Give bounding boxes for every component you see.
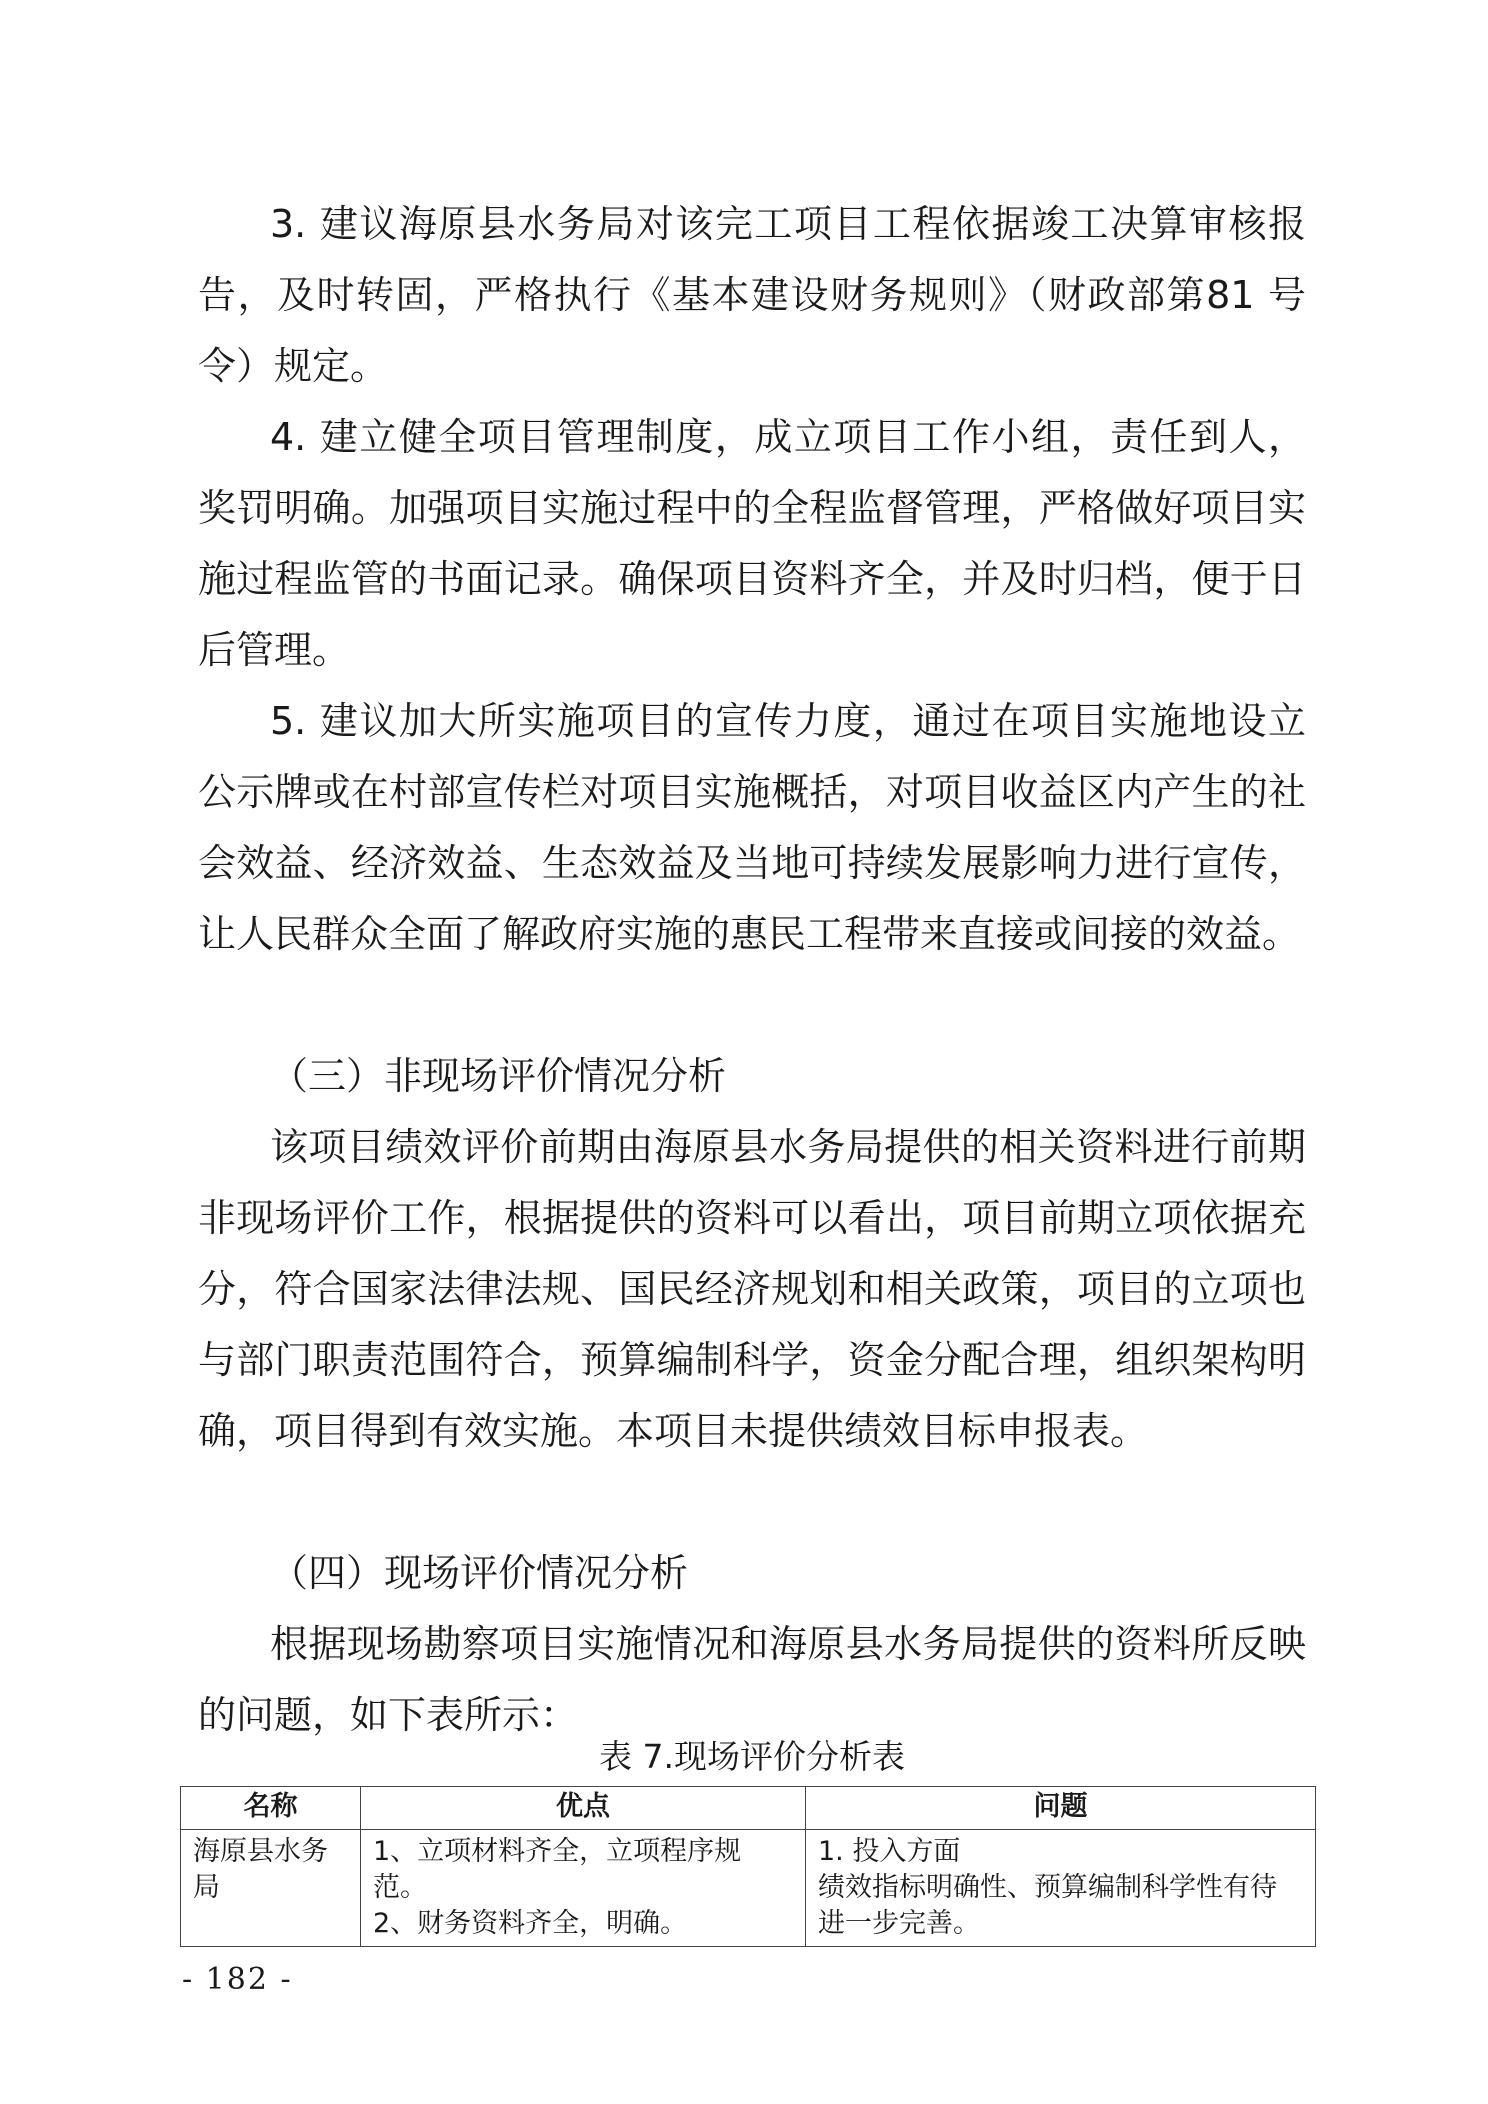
header-name: 名称 [181, 1787, 361, 1830]
table-row [181, 1830, 1316, 1947]
onsite-analysis-paragraph: 根据现场勘察项目实施情况和海原县水务局提供的资料所反映的问题，如下表所示： [198, 1622, 1306, 1737]
page-number: - 182 - [182, 1962, 293, 1997]
recommendation-3: 3. 建议海原县水务局对该完工项目工程依据竣工决算审核报告，及时转固，严格执行《基本建设财务规则》（财政部第81 号令）规定。 [198, 202, 1306, 388]
cell-merits [361, 1830, 806, 1947]
cell-problems [806, 1830, 1316, 1947]
cell-name [181, 1830, 361, 1947]
evaluation-table [180, 1786, 1316, 1947]
problem-item: 1. 投入方面 [818, 1836, 961, 1867]
section-heading-offsite: （三）非现场评价情况分析 [270, 1054, 727, 1098]
recommendation-5: 5. 建议加大所实施项目的宣传力度，通过在项目实施地设立公示牌或在村部宣传栏对项目实施概括，对项目收益区内产生的社会效益、经济效益、生态效益及当地可持续发展影响力进行宣传，让人民群众全面了解政府实施的惠民工程带来直接或间接的效益。 [198, 699, 1306, 956]
table-caption: 表 7.现场评价分析表 [599, 1737, 905, 1776]
merit-item: 2、财务资料齐全，明确。 [373, 1908, 688, 1939]
section-heading-onsite: （四）现场评价情况分析 [270, 1551, 689, 1595]
unit-name: 海原县水务局 [193, 1836, 328, 1903]
merit-item: 1、立项材料齐全，立项程序规范。 [373, 1836, 742, 1903]
table-header-row [181, 1787, 1316, 1830]
problem-item: 绩效指标明确性、预算编制科学性有待进一步完善。 [818, 1872, 1277, 1939]
recommendation-4: 4. 建立健全项目管理制度，成立项目工作小组，责任到人，奖罚明确。加强项目实施过程中的全程监督管理，严格做好项目实施过程监管的书面记录。确保项目资料齐全，并及时归档，便于日后管理。 [198, 415, 1306, 672]
header-merits: 优点 [361, 1787, 806, 1830]
offsite-analysis-paragraph: 该项目绩效评价前期由海原县水务局提供的相关资料进行前期非现场评价工作，根据提供的资料可以看出，项目前期立项依据充分，符合国家法律法规、国民经济规划和相关政策，项目的立项也与部门职责范围符合，预算编制科学，资金分配合理，组织架构明确，项目得到有效实施。本项目未提供绩效目标申报表。 [198, 1125, 1306, 1453]
header-problems: 问题 [806, 1787, 1316, 1830]
